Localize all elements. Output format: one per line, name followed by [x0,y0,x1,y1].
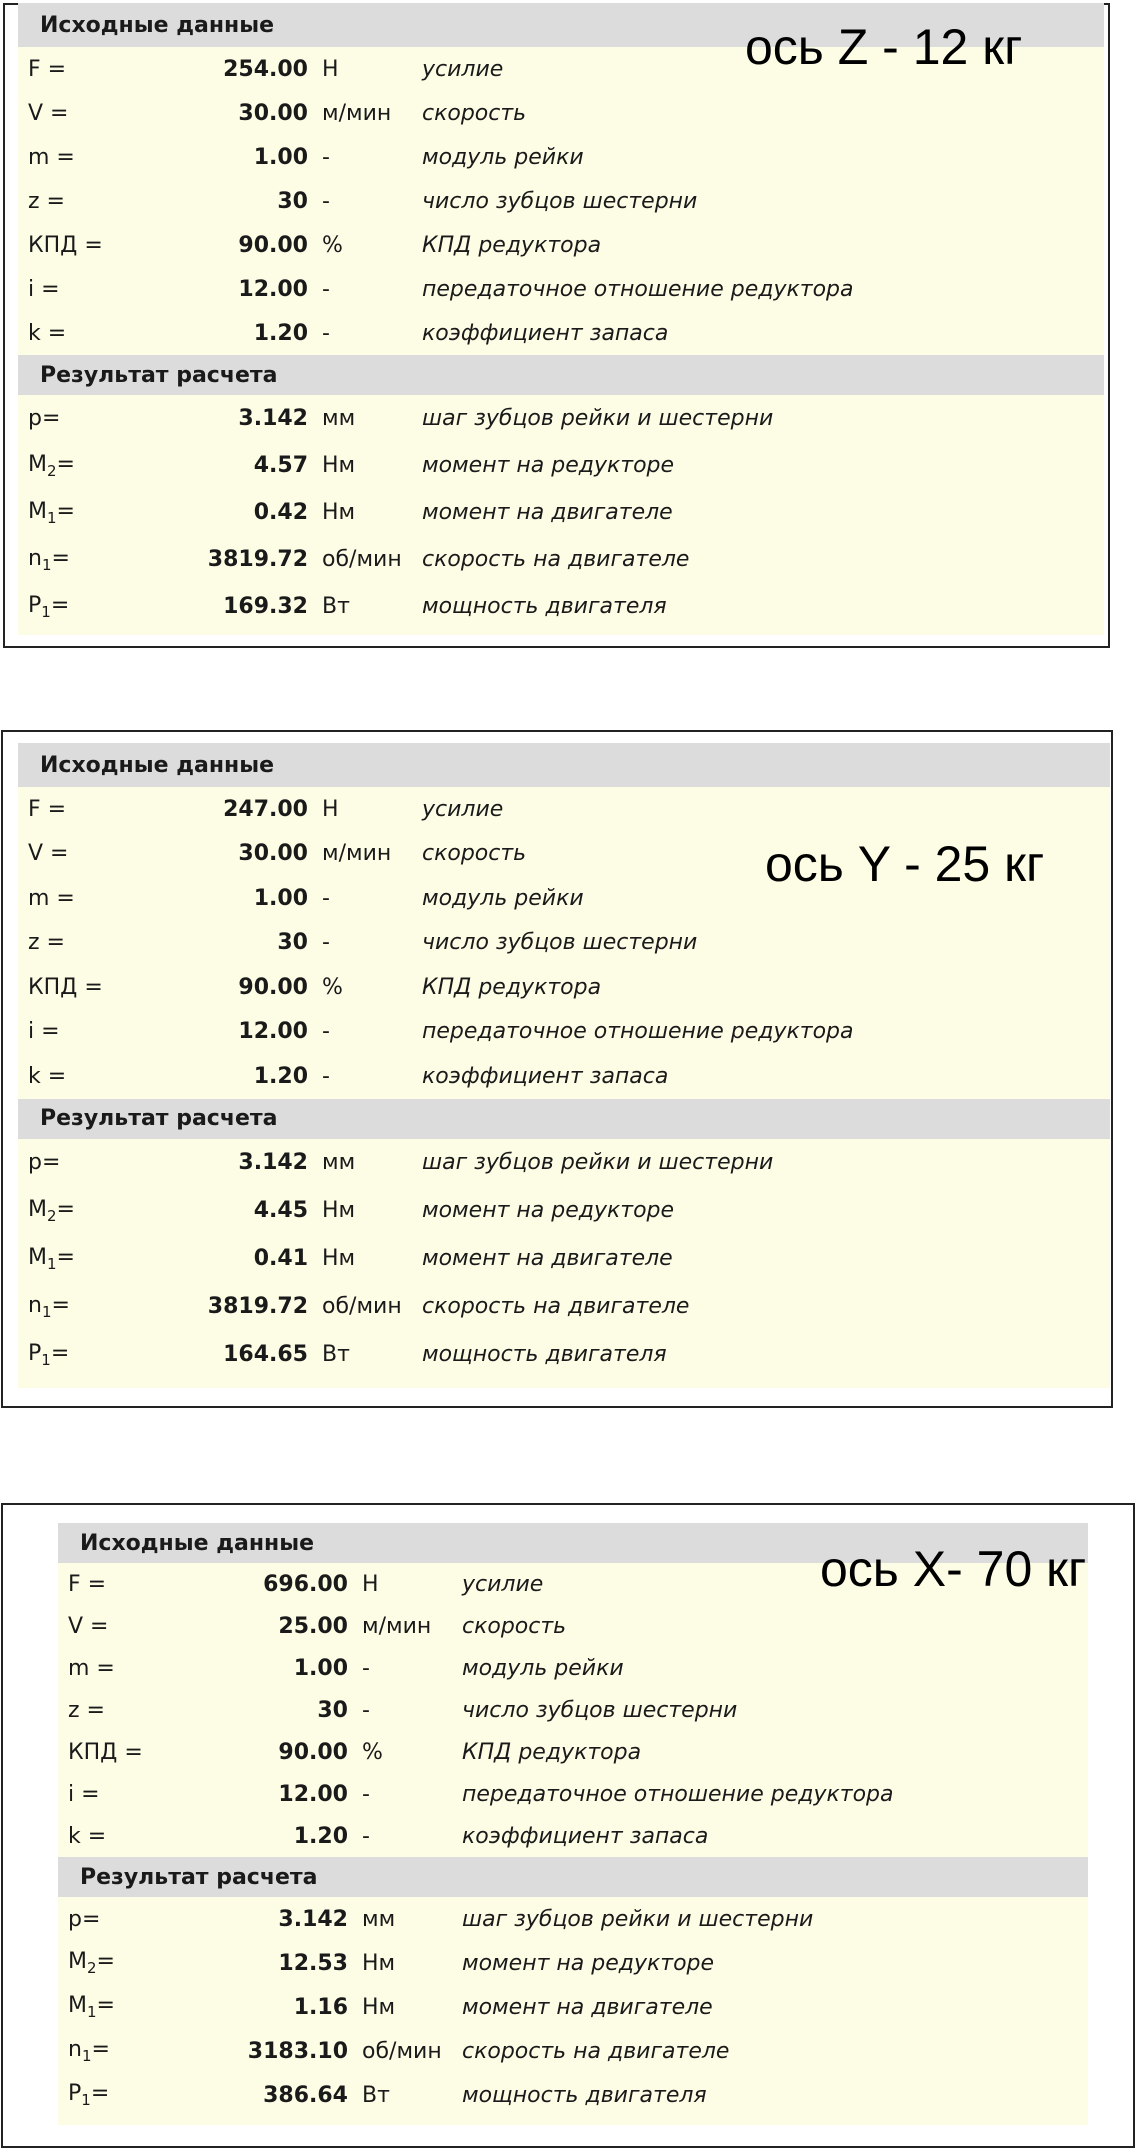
param-unit: Н [322,796,339,822]
input-row [58,1815,1088,1857]
param-name: k = [28,1063,67,1089]
param-description: КПД редуктора [422,974,602,1000]
param-description: передаточное отношение редуктора [422,1019,854,1045]
param-description: число зубцов шестерни [422,930,698,956]
input-row [58,1773,1088,1815]
param-description: усилие [422,796,504,822]
param-name [28,1150,158,1175]
param-subscript: 1 [86,2003,97,2021]
param-description: шаг зубцов рейки и шестерни [462,1906,814,1932]
result-row [58,1941,1088,1985]
param-subscript: 1 [41,1350,51,1369]
param-unit: - [322,188,330,214]
param-name [28,1197,158,1225]
param-unit: Нм [322,453,356,478]
param-unit: Нм [322,500,356,525]
result-row [18,1331,1110,1379]
result-row [18,1283,1110,1331]
param-value: 30 [317,1697,348,1723]
param-unit: об/мин [322,1294,402,1319]
param-description: момент на двигателе [462,1994,713,2020]
axis-label: ось Z - 12 кг [745,19,1023,75]
param-equals: = [50,592,70,618]
input-row [18,223,1104,267]
param-equals: = [56,498,75,524]
param-name: F = [28,56,67,82]
result-header: Результат расчета [18,355,1104,395]
input-row [58,1689,1088,1731]
param-value: 247.00 [223,796,308,822]
param-symbol: p [68,1906,82,1932]
param-unit: - [322,930,330,956]
param-description: момент на двигателе [422,1246,673,1271]
result-row [18,583,1104,630]
param-name: m = [28,885,75,911]
param-description: передаточное отношение редуктора [462,1781,894,1807]
param-subscript: 1 [81,2091,91,2109]
param-symbol: M [28,451,47,477]
input-data-header: Исходные данные [18,3,1104,47]
param-symbol: M [68,1949,87,1974]
param-description: мощность двигателя [422,594,667,619]
param-unit: Вт [362,2082,390,2108]
param-unit: Н [362,1571,379,1597]
input-row [18,91,1104,135]
param-value: 3183.10 [247,2038,348,2064]
param-value: 30.00 [238,841,308,867]
param-equals: = [56,1196,75,1222]
param-value: 3819.72 [207,547,308,572]
param-description: передаточное отношение редуктора [422,276,854,302]
result-row [18,536,1104,583]
param-equals: = [90,2081,110,2106]
param-unit: Вт [322,1342,350,1367]
param-symbol: P [68,2081,82,2106]
param-description: скорость [422,100,527,126]
param-subscript: 1 [41,1302,52,1321]
param-unit: - [322,885,330,911]
param-unit: Нм [322,1198,356,1223]
param-name: i = [28,276,60,302]
param-subscript: 1 [41,602,51,621]
param-value: 0.42 [253,500,308,525]
param-equals: = [50,1340,70,1366]
input-row [18,921,1110,966]
input-row [18,179,1104,223]
param-name: z = [28,188,65,214]
input-row [18,267,1104,311]
param-name [28,593,158,621]
param-subscript: 2 [86,1959,97,1977]
param-name: F = [68,1571,107,1597]
param-name [68,2037,198,2065]
param-unit: - [362,1655,370,1681]
param-name: КПД = [28,232,103,258]
param-description: коэффициент запаса [422,320,669,346]
input-row [18,311,1104,355]
param-symbol: p [28,1150,42,1175]
result-row [18,1187,1110,1235]
param-value: 696.00 [263,1571,348,1597]
param-name [28,546,158,574]
param-name: i = [28,1019,60,1045]
param-value: 30.00 [238,100,308,126]
param-unit: - [322,1019,330,1045]
axis-label: ось Y - 25 кг [765,836,1045,892]
result-header: Результат расчета [18,1099,1110,1139]
param-name [68,1949,198,1977]
param-unit: мм [322,406,356,431]
param-equals: = [56,451,75,477]
param-unit: - [322,320,330,346]
param-description: скорость на двигателе [462,2038,730,2064]
param-unit: м/мин [322,841,392,867]
param-description: модуль рейки [462,1655,624,1681]
param-description: число зубцов шестерни [462,1697,738,1723]
param-value: 90.00 [278,1739,348,1765]
result-row [58,1985,1088,2029]
param-value: 90.00 [238,974,308,1000]
param-description: число зубцов шестерни [422,188,698,214]
input-row [58,1647,1088,1689]
param-symbol: p [28,406,42,431]
result-row [18,1235,1110,1283]
param-value: 1.00 [293,1655,348,1681]
input-row [18,965,1110,1010]
param-subscript: 1 [81,2047,92,2065]
result-header: Результат расчета [58,1857,1088,1897]
param-unit: - [322,276,330,302]
param-unit: - [322,144,330,170]
param-value: 0.41 [253,1246,308,1271]
param-unit: м/мин [362,1613,432,1639]
param-name: V = [28,841,69,867]
param-value: 25.00 [278,1613,348,1639]
param-unit: Нм [362,1950,396,1976]
param-description: КПД редуктора [422,232,602,258]
param-unit: мм [322,1150,356,1175]
param-value: 1.20 [253,1063,308,1089]
param-name: k = [68,1823,107,1849]
param-value: 12.53 [278,1950,348,1976]
param-name [28,499,158,527]
param-description: усилие [422,56,504,82]
param-value: 12.00 [238,1019,308,1045]
param-name [28,1341,158,1369]
param-description: скорость на двигателе [422,1294,690,1319]
axis-label: ось X- 70 кг [820,1541,1087,1597]
param-name [28,1293,158,1321]
input-row [18,1010,1110,1055]
param-value: 30 [277,930,308,956]
result-row [58,2073,1088,2117]
param-value: 164.65 [223,1342,308,1367]
calc-panel [58,1523,1088,2125]
param-name [68,2081,198,2109]
param-name [28,406,158,431]
param-value: 1.16 [293,1994,348,2020]
param-unit: % [322,232,343,258]
param-description: момент на редукторе [422,1198,675,1223]
param-symbol: n [28,1292,42,1318]
param-unit: - [362,1697,370,1723]
param-subscript: 1 [46,1254,57,1273]
param-equals: = [41,1150,61,1175]
param-unit: об/мин [362,2038,442,2064]
param-symbol: M [28,1196,47,1222]
param-equals: = [51,545,70,571]
param-equals: = [41,406,61,431]
result-row [18,395,1104,442]
param-description: скорость [462,1613,567,1639]
param-name [68,1907,198,1932]
param-value: 3.142 [238,406,308,431]
param-description: шаг зубцов рейки и шестерни [422,406,774,431]
param-unit: % [362,1739,383,1765]
result-row [18,1139,1110,1187]
param-equals: = [96,1949,115,1974]
param-value: 386.64 [263,2082,348,2108]
param-name [68,1993,198,2021]
result-row [58,2029,1088,2073]
param-name: m = [68,1655,115,1681]
param-symbol: n [28,545,42,571]
param-value: 12.00 [238,276,308,302]
param-value: 1.20 [253,320,308,346]
param-description: момент на двигателе [422,500,673,525]
input-data-header: Исходные данные [58,1523,1088,1563]
param-value: 1.00 [253,885,308,911]
param-name: m = [28,144,75,170]
param-subscript: 2 [46,1206,57,1225]
param-name [28,1245,158,1273]
param-symbol: P [28,592,42,618]
param-subscript: 1 [46,508,57,527]
param-name: z = [28,930,65,956]
param-unit: - [362,1781,370,1807]
param-symbol: M [68,1993,87,2018]
param-name [28,452,158,480]
param-value: 169.32 [223,594,308,619]
param-unit: Н [322,56,339,82]
param-value: 1.20 [293,1823,348,1849]
param-value: 3.142 [278,1906,348,1932]
param-description: шаг зубцов рейки и шестерни [422,1150,774,1175]
input-row [18,135,1104,179]
param-name: F = [28,796,67,822]
param-name: КПД = [68,1739,143,1765]
param-symbol: M [28,498,47,524]
param-unit: % [322,974,343,1000]
param-description: усилие [462,1571,544,1597]
param-equals: = [96,1993,115,2018]
param-name: i = [68,1781,100,1807]
param-value: 4.57 [253,453,308,478]
param-unit: Нм [322,1246,356,1271]
param-subscript: 1 [41,555,52,574]
param-unit: - [322,1063,330,1089]
result-row [58,1897,1088,1941]
param-value: 3.142 [238,1150,308,1175]
param-value: 4.45 [253,1198,308,1223]
param-equals: = [81,1906,101,1932]
param-value: 30 [277,188,308,214]
param-unit: мм [362,1906,396,1932]
param-value: 254.00 [223,56,308,82]
param-description: модуль рейки [422,144,584,170]
param-description: момент на редукторе [422,453,675,478]
param-description: мощность двигателя [422,1342,667,1367]
input-row [18,1054,1110,1099]
param-value: 90.00 [238,232,308,258]
param-description: скорость [422,841,527,867]
param-unit: Нм [362,1994,396,2020]
calc-panel [18,3,1104,635]
result-row [18,489,1104,536]
result-row [18,442,1104,489]
param-unit: м/мин [322,100,392,126]
param-symbol: P [28,1340,42,1366]
param-equals: = [51,1292,70,1318]
param-unit: Вт [322,594,350,619]
input-data-header: Исходные данные [18,743,1110,787]
param-name: k = [28,320,67,346]
param-symbol: n [68,2037,82,2062]
param-symbol: M [28,1244,47,1270]
param-name: V = [28,100,69,126]
param-name: V = [68,1613,109,1639]
param-description: модуль рейки [422,885,584,911]
param-unit: - [362,1823,370,1849]
input-row [58,1731,1088,1773]
input-row [58,1605,1088,1647]
param-description: скорость на двигателе [422,547,690,572]
param-subscript: 2 [46,461,57,480]
input-row [18,787,1110,832]
param-equals: = [91,2037,110,2062]
param-unit: об/мин [322,547,402,572]
param-equals: = [56,1244,75,1270]
param-description: коэффициент запаса [422,1063,669,1089]
param-name: z = [68,1697,105,1723]
param-value: 12.00 [278,1781,348,1807]
param-description: момент на редукторе [462,1950,715,1976]
param-name: КПД = [28,974,103,1000]
param-description: коэффициент запаса [462,1823,709,1849]
param-description: КПД редуктора [462,1739,642,1765]
param-value: 3819.72 [207,1294,308,1319]
param-description: мощность двигателя [462,2082,707,2108]
param-value: 1.00 [253,144,308,170]
